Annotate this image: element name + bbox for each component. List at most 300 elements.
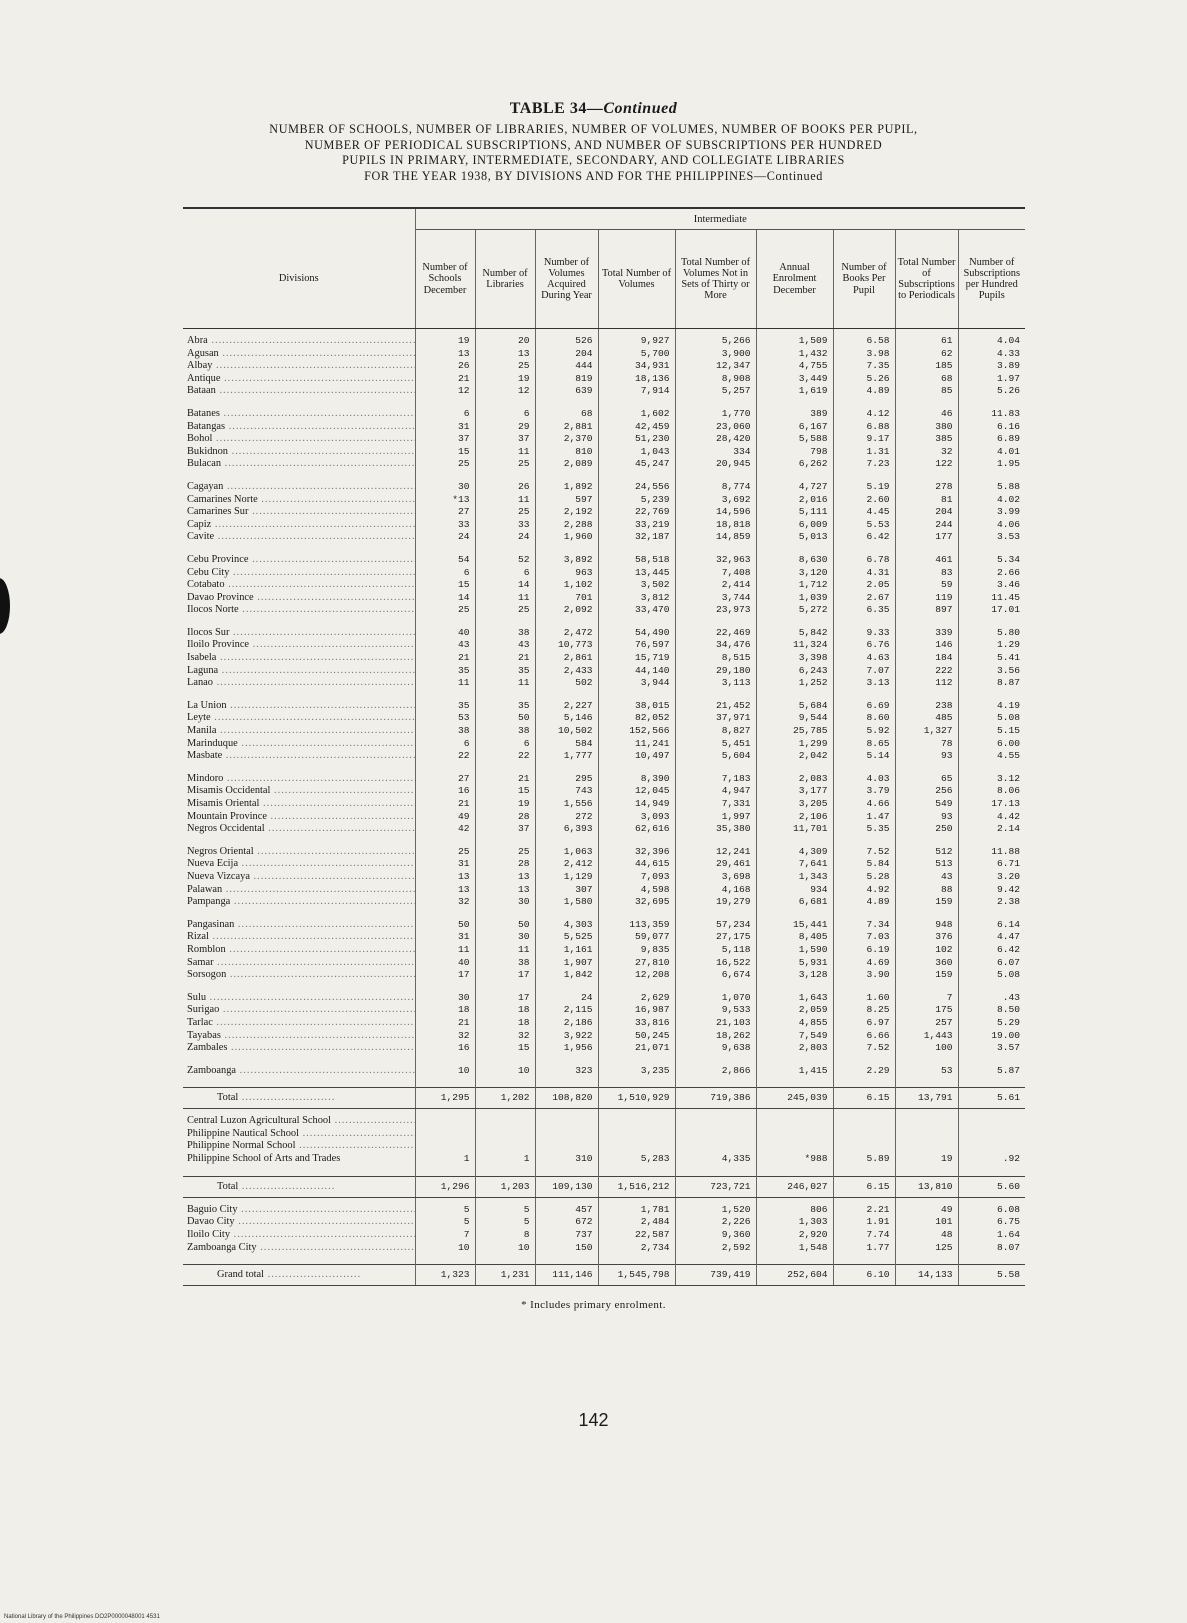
grand-total — [183, 1265, 1025, 1286]
cell-value: 35 — [457, 664, 470, 676]
cell-value: 38 — [457, 725, 470, 737]
cell-value: 49 — [940, 1203, 953, 1215]
value-cell — [756, 481, 833, 544]
cell-value: 1,580 — [563, 896, 593, 908]
value-cell — [895, 329, 958, 398]
cell-value: 18,262 — [715, 1029, 751, 1041]
value-cell — [535, 627, 598, 690]
value-cell — [535, 773, 598, 836]
table-row — [183, 846, 1025, 909]
cell-value: 2,186 — [563, 1016, 593, 1028]
cell-value: 30 — [457, 991, 470, 1003]
cell-value: 798 — [810, 445, 828, 457]
total-value-text: 723,721 — [710, 1180, 751, 1192]
cell-value: 8,405 — [798, 931, 828, 943]
cell-value: 4.55 — [996, 750, 1021, 762]
division-name: Tayabas ..... — [187, 1030, 415, 1043]
cell-value: 1.64 — [996, 1229, 1021, 1241]
cell-value: 11 — [517, 943, 530, 955]
cell-value: 2,920 — [798, 1229, 828, 1241]
value-cell — [958, 627, 1025, 690]
cell-value: 13 — [517, 347, 530, 359]
cell-value: 16 — [457, 1042, 470, 1054]
value-cell — [535, 992, 598, 1055]
cell-value: 78 — [940, 737, 953, 749]
cell-value: 12,347 — [715, 360, 751, 372]
value-cell — [675, 992, 756, 1055]
cell-value: 4,309 — [798, 845, 828, 857]
cell-value: 28,420 — [715, 433, 751, 445]
cell-value: 45,247 — [634, 458, 670, 470]
cell-value: 3.57 — [996, 1042, 1021, 1054]
cell-value: 33 — [517, 518, 530, 530]
cell-value: 159 — [935, 896, 953, 908]
cell-value: 8 — [523, 1229, 530, 1241]
cell-value: 122 — [935, 458, 953, 470]
division-name: La Union ..... — [187, 700, 415, 713]
value-cell — [415, 627, 475, 690]
cell-value: 1,556 — [563, 798, 593, 809]
cell-value: 31 — [457, 858, 470, 870]
cell-value: 3,502 — [640, 579, 670, 591]
cell-value: 25 — [457, 458, 470, 470]
cell-value: 21 — [457, 372, 470, 384]
value-cell — [535, 554, 598, 617]
division-names-cell — [183, 846, 415, 909]
value-cell — [675, 1197, 756, 1254]
division-group — [183, 554, 1025, 627]
cell-value: 1,039 — [798, 591, 828, 603]
cell-value: 204 — [935, 506, 953, 518]
cell-value: 29,461 — [715, 858, 751, 870]
cell-value: 11 — [457, 677, 470, 689]
division-names-cell — [183, 329, 415, 398]
subtitle-line: PUPILS IN PRIMARY, INTERMEDIATE, SECONDARY, AND COLLEGIATE LIBRARIES — [342, 153, 845, 167]
cell-value: 1,303 — [798, 1216, 828, 1228]
cell-value: 27 — [457, 506, 470, 518]
cell-value: 7.35 — [866, 360, 890, 372]
cell-value: 28 — [517, 858, 530, 870]
cell-value: 2.66 — [996, 566, 1021, 578]
division-name: Negros Oriental ..... — [187, 846, 415, 859]
cell-value: 100 — [935, 1042, 953, 1054]
cell-value: 25 — [517, 360, 530, 372]
value-cell — [598, 919, 675, 982]
total-value-text: 1,231 — [500, 1269, 530, 1281]
total-value-text: 5.60 — [996, 1180, 1021, 1192]
cell-value: 385 — [935, 433, 953, 445]
value-cell — [895, 554, 958, 617]
cell-value: 27,175 — [715, 931, 751, 943]
cell-value: 5.26 — [866, 372, 890, 384]
total-value — [415, 1088, 475, 1109]
total-value-text: 1,295 — [440, 1092, 470, 1104]
cell-value: 15 — [517, 785, 530, 797]
value-cell — [415, 919, 475, 982]
division-name: Agusan ..... — [187, 348, 415, 361]
cell-value: 59,077 — [634, 931, 670, 943]
cell-value: 4,303 — [563, 918, 593, 930]
cell-value: 30 — [517, 931, 530, 943]
cell-value: 8,827 — [721, 725, 751, 737]
value-cell — [598, 846, 675, 909]
cell-value: 6,681 — [798, 896, 828, 908]
value-cell — [415, 1109, 475, 1166]
cell-value: 1,299 — [798, 737, 828, 749]
cell-value: 1.77 — [866, 1241, 890, 1253]
cell-value: 13 — [457, 870, 470, 882]
value-cell — [415, 846, 475, 909]
cell-value: 15 — [517, 1042, 530, 1054]
cell-value: 14 — [457, 591, 470, 603]
cell-value: 2,866 — [721, 1064, 751, 1076]
cell-value: 3.99 — [996, 506, 1021, 518]
cell-value: 257 — [935, 1016, 953, 1028]
table-row — [183, 481, 1025, 544]
total-label — [183, 1088, 415, 1109]
total-value-text: 14,133 — [917, 1269, 953, 1281]
total-value — [475, 1265, 535, 1286]
cell-value: 2.29 — [866, 1064, 890, 1076]
cell-value: 5,266 — [721, 335, 751, 346]
cell-value: 32,187 — [634, 531, 670, 543]
total-with-special — [183, 1176, 1025, 1197]
total-value — [675, 1176, 756, 1197]
cell-value: 17 — [457, 969, 470, 981]
cell-value: 7,331 — [721, 798, 751, 809]
cell-value: 6.58 — [866, 335, 890, 346]
cell-value: 272 — [575, 810, 593, 822]
division-name: Baguio City ..... — [187, 1204, 415, 1217]
table-row — [183, 773, 1025, 836]
value-cell — [475, 846, 535, 909]
value-cell — [598, 1109, 675, 1166]
cell-value: 1,619 — [798, 385, 828, 397]
cell-value: 15,441 — [792, 918, 828, 930]
total-value — [756, 1176, 833, 1197]
cell-value: 457 — [575, 1203, 593, 1215]
cell-value: 5 — [463, 1203, 470, 1215]
cell-value: 21,071 — [634, 1042, 670, 1054]
table-row — [183, 700, 1025, 763]
cell-value: 3,900 — [721, 347, 751, 359]
cell-value: 42 — [457, 823, 470, 835]
cell-value: 5 — [523, 1203, 530, 1215]
division-name: Antique ..... — [187, 373, 415, 386]
division-names-cell — [183, 554, 415, 617]
cell-value: 3,128 — [798, 969, 828, 981]
cell-value: 6 — [463, 566, 470, 578]
table-row — [183, 1065, 1025, 1078]
cell-value: 150 — [575, 1241, 593, 1253]
cell-value: 6.42 — [996, 943, 1021, 955]
value-cell — [895, 846, 958, 909]
cell-value: 4.01 — [996, 445, 1021, 457]
column-header: Total Number of Volumes Not in Sets of Thirty or More — [675, 230, 756, 329]
total-value — [958, 1088, 1025, 1109]
value-cell — [535, 408, 598, 471]
school-name: Central Luzon Agricultural School ..... — [187, 1115, 415, 1128]
cell-value: 3,744 — [721, 591, 751, 603]
cell-value: 5,118 — [721, 943, 751, 955]
column-header: Total Number of Subscriptions to Periodicals — [895, 230, 958, 329]
total-value — [475, 1176, 535, 1197]
cell-value: 5.88 — [996, 480, 1021, 492]
cell-value: 11 — [517, 677, 530, 689]
cell-value: 4.66 — [866, 798, 890, 809]
cell-value: 68 — [580, 407, 593, 419]
value-cell — [535, 846, 598, 909]
column-header: Number of Volumes Acquired During Year — [535, 230, 598, 329]
cell-value: 43 — [517, 639, 530, 651]
cell-value: 38 — [517, 725, 530, 737]
cell-value: 4.02 — [996, 493, 1021, 505]
cell-value: 4.45 — [866, 506, 890, 518]
cell-value: 1.29 — [996, 639, 1021, 651]
division-name: Bataan ..... — [187, 385, 415, 398]
value-cell — [535, 329, 598, 398]
cell-value: 23,973 — [715, 604, 751, 616]
value-cell — [475, 773, 535, 836]
cell-value: 6.69 — [866, 699, 890, 711]
cell-value: 11,241 — [634, 737, 670, 749]
cell-value: 11 — [517, 493, 530, 505]
cell-value: 58,518 — [634, 553, 670, 565]
division-name: Samar ..... — [187, 957, 415, 970]
cell-value: 278 — [935, 480, 953, 492]
cell-value: 50 — [517, 712, 530, 724]
cell-value: 13 — [457, 347, 470, 359]
cell-value: 20 — [517, 335, 530, 346]
value-cell — [475, 700, 535, 763]
total-value-text: 5.58 — [996, 1269, 1021, 1281]
cell-value: 25 — [517, 458, 530, 470]
cell-value: 3.89 — [996, 360, 1021, 372]
cell-value: 5,525 — [563, 931, 593, 943]
cell-value: 513 — [935, 858, 953, 870]
cell-value: 8,774 — [721, 480, 751, 492]
cell-value: 22,587 — [634, 1229, 670, 1241]
cell-value: 11,324 — [792, 639, 828, 651]
cell-value: 2,042 — [798, 750, 828, 762]
cell-value: 963 — [575, 566, 593, 578]
cell-value: 9.42 — [996, 883, 1021, 895]
cell-value: 1 — [463, 1153, 470, 1165]
cell-value: 4.19 — [996, 699, 1021, 711]
cell-value: 81 — [940, 493, 953, 505]
cell-value: 32 — [457, 896, 470, 908]
cell-value: 85 — [940, 385, 953, 397]
cell-value: 38 — [517, 626, 530, 638]
value-cell — [415, 329, 475, 398]
value-cell — [675, 1109, 756, 1166]
cell-value: 9,360 — [721, 1229, 751, 1241]
cell-value: 1.60 — [866, 991, 890, 1003]
value-cell — [475, 627, 535, 690]
cell-value: 597 — [575, 493, 593, 505]
cell-value: 50 — [457, 918, 470, 930]
cell-value: 6,262 — [798, 458, 828, 470]
cell-value: 3,922 — [563, 1029, 593, 1041]
cell-value: 549 — [935, 798, 953, 809]
total-value-text: 252,604 — [787, 1269, 828, 1281]
value-cell — [475, 992, 535, 1055]
division-group — [183, 773, 1025, 846]
value-cell — [895, 992, 958, 1055]
cell-value: 8,908 — [721, 372, 751, 384]
cell-value: 18 — [517, 1004, 530, 1016]
cell-value: 21 — [457, 1016, 470, 1028]
cell-value: 1,043 — [640, 445, 670, 457]
cell-value: 9,835 — [640, 943, 670, 955]
division-group — [183, 329, 1025, 408]
cell-value: 672 — [575, 1216, 593, 1228]
cell-value: 23,060 — [715, 420, 751, 432]
division-name: Misamis Occidental ..... — [187, 785, 415, 798]
cell-value: 5.53 — [866, 518, 890, 530]
cell-value: 584 — [575, 737, 593, 749]
cell-value: 14,949 — [634, 798, 670, 809]
value-cell — [675, 329, 756, 398]
cell-value: 185 — [935, 360, 953, 372]
cell-value: 3,093 — [640, 810, 670, 822]
cell-value: 5.87 — [996, 1064, 1021, 1076]
cell-value: 11.83 — [991, 407, 1021, 419]
cell-value: 3,398 — [798, 652, 828, 664]
cell-value: 48 — [940, 1229, 953, 1241]
cell-value: 238 — [935, 699, 953, 711]
division-name: Davao City ..... — [187, 1216, 415, 1229]
division-name: Camarines Sur ..... — [187, 506, 415, 519]
cell-value: 11 — [517, 591, 530, 603]
cell-value: 9,927 — [640, 335, 670, 346]
value-cell — [535, 1065, 598, 1078]
division-name: Zambales ..... — [187, 1042, 415, 1055]
cell-value: 10,502 — [557, 725, 593, 737]
cell-value: 35 — [457, 699, 470, 711]
cell-value: 2,192 — [563, 506, 593, 518]
cell-value: 35 — [517, 699, 530, 711]
total-value-text: 1,516,212 — [617, 1180, 670, 1192]
cell-value: 2,629 — [640, 991, 670, 1003]
cell-value: 37,971 — [715, 712, 751, 724]
special-schools-group — [183, 1109, 1025, 1177]
value-cell — [756, 329, 833, 398]
column-header: Number of Subscriptions per Hundred Pupils — [958, 230, 1025, 329]
cell-value: 3,113 — [721, 677, 751, 689]
value-cell — [895, 481, 958, 544]
value-cell — [415, 554, 475, 617]
division-name: Mountain Province ..... — [187, 811, 415, 824]
cell-value: 4.47 — [996, 931, 1021, 943]
cell-value: 5,700 — [640, 347, 670, 359]
cell-value: 3,692 — [721, 493, 751, 505]
cell-value: 6 — [463, 407, 470, 419]
division-name: Batangas ..... — [187, 421, 415, 434]
cell-value: 9,533 — [721, 1004, 751, 1016]
cell-value: 32 — [457, 1029, 470, 1041]
cell-value: 222 — [935, 664, 953, 676]
cell-value: 6 — [523, 737, 530, 749]
cell-value: 204 — [575, 347, 593, 359]
division-names-cell — [183, 627, 415, 690]
subtitle-line: NUMBER OF SCHOOLS, NUMBER OF LIBRARIES, NUMBER OF VOLUMES, NUMBER OF BOOKS PER PUPIL, — [269, 122, 918, 136]
cell-value: 512 — [935, 845, 953, 857]
cell-value: 4.89 — [866, 385, 890, 397]
value-cell — [958, 1065, 1025, 1078]
cell-value: 6.08 — [996, 1203, 1021, 1215]
cell-value: 21 — [457, 798, 470, 809]
value-cell — [895, 408, 958, 471]
cell-value: 6.76 — [866, 639, 890, 651]
cell-value: 27,810 — [634, 956, 670, 968]
cell-value: 49 — [457, 810, 470, 822]
value-cell — [415, 1065, 475, 1078]
total-value — [958, 1265, 1025, 1286]
cell-value: 9,638 — [721, 1042, 751, 1054]
division-name: Sorsogon ..... — [187, 969, 415, 982]
cell-value: 8.50 — [996, 1004, 1021, 1016]
division-name: Negros Occidental ..... — [187, 823, 415, 836]
division-name: Nueva Ecija ..... — [187, 858, 415, 871]
total-value-text: 1,203 — [500, 1180, 530, 1192]
total-label — [183, 1265, 415, 1286]
division-names-cell — [183, 773, 415, 836]
column-header: Number of Books Per Pupil — [833, 230, 895, 329]
division-group — [183, 846, 1025, 919]
total-value — [598, 1176, 675, 1197]
value-cell — [475, 554, 535, 617]
total-value-text: 739,419 — [710, 1269, 751, 1281]
cell-value: 50,245 — [634, 1029, 670, 1041]
cell-value: 8,390 — [640, 772, 670, 784]
cell-value: 43 — [457, 639, 470, 651]
division-name: Mindoro ..... — [187, 773, 415, 786]
cell-value: 1,415 — [798, 1064, 828, 1076]
cell-value: 3,892 — [563, 553, 593, 565]
cell-value: 8.25 — [866, 1004, 890, 1016]
division-name: Bohol ..... — [187, 433, 415, 446]
cell-value: 14,596 — [715, 506, 751, 518]
cell-value: 2,059 — [798, 1004, 828, 1016]
division-group — [183, 919, 1025, 992]
cell-value: 40 — [457, 626, 470, 638]
division-name: Rizal ..... — [187, 931, 415, 944]
cell-value: 13 — [517, 883, 530, 895]
cell-value: 59 — [940, 579, 953, 591]
cell-value: 5 — [523, 1216, 530, 1228]
value-cell — [958, 773, 1025, 836]
cell-value: 18,818 — [715, 518, 751, 530]
cell-value: 1,712 — [798, 579, 828, 591]
cell-value: 43 — [940, 870, 953, 882]
cell-value: 82,052 — [634, 712, 670, 724]
cell-value: 12,241 — [715, 845, 751, 857]
cell-value: 37 — [457, 433, 470, 445]
division-name: Tarlac ..... — [187, 1017, 415, 1030]
cell-value: 5,013 — [798, 531, 828, 543]
cell-value: 38,015 — [634, 699, 670, 711]
cell-value: 16,522 — [715, 956, 751, 968]
cell-value: 639 — [575, 385, 593, 397]
value-cell — [675, 1065, 756, 1078]
cell-value: 17 — [517, 969, 530, 981]
total-value — [535, 1176, 598, 1197]
cell-value: 819 — [575, 372, 593, 384]
value-cell — [958, 408, 1025, 471]
table-subtitle — [150, 122, 1037, 184]
value-cell — [535, 700, 598, 763]
